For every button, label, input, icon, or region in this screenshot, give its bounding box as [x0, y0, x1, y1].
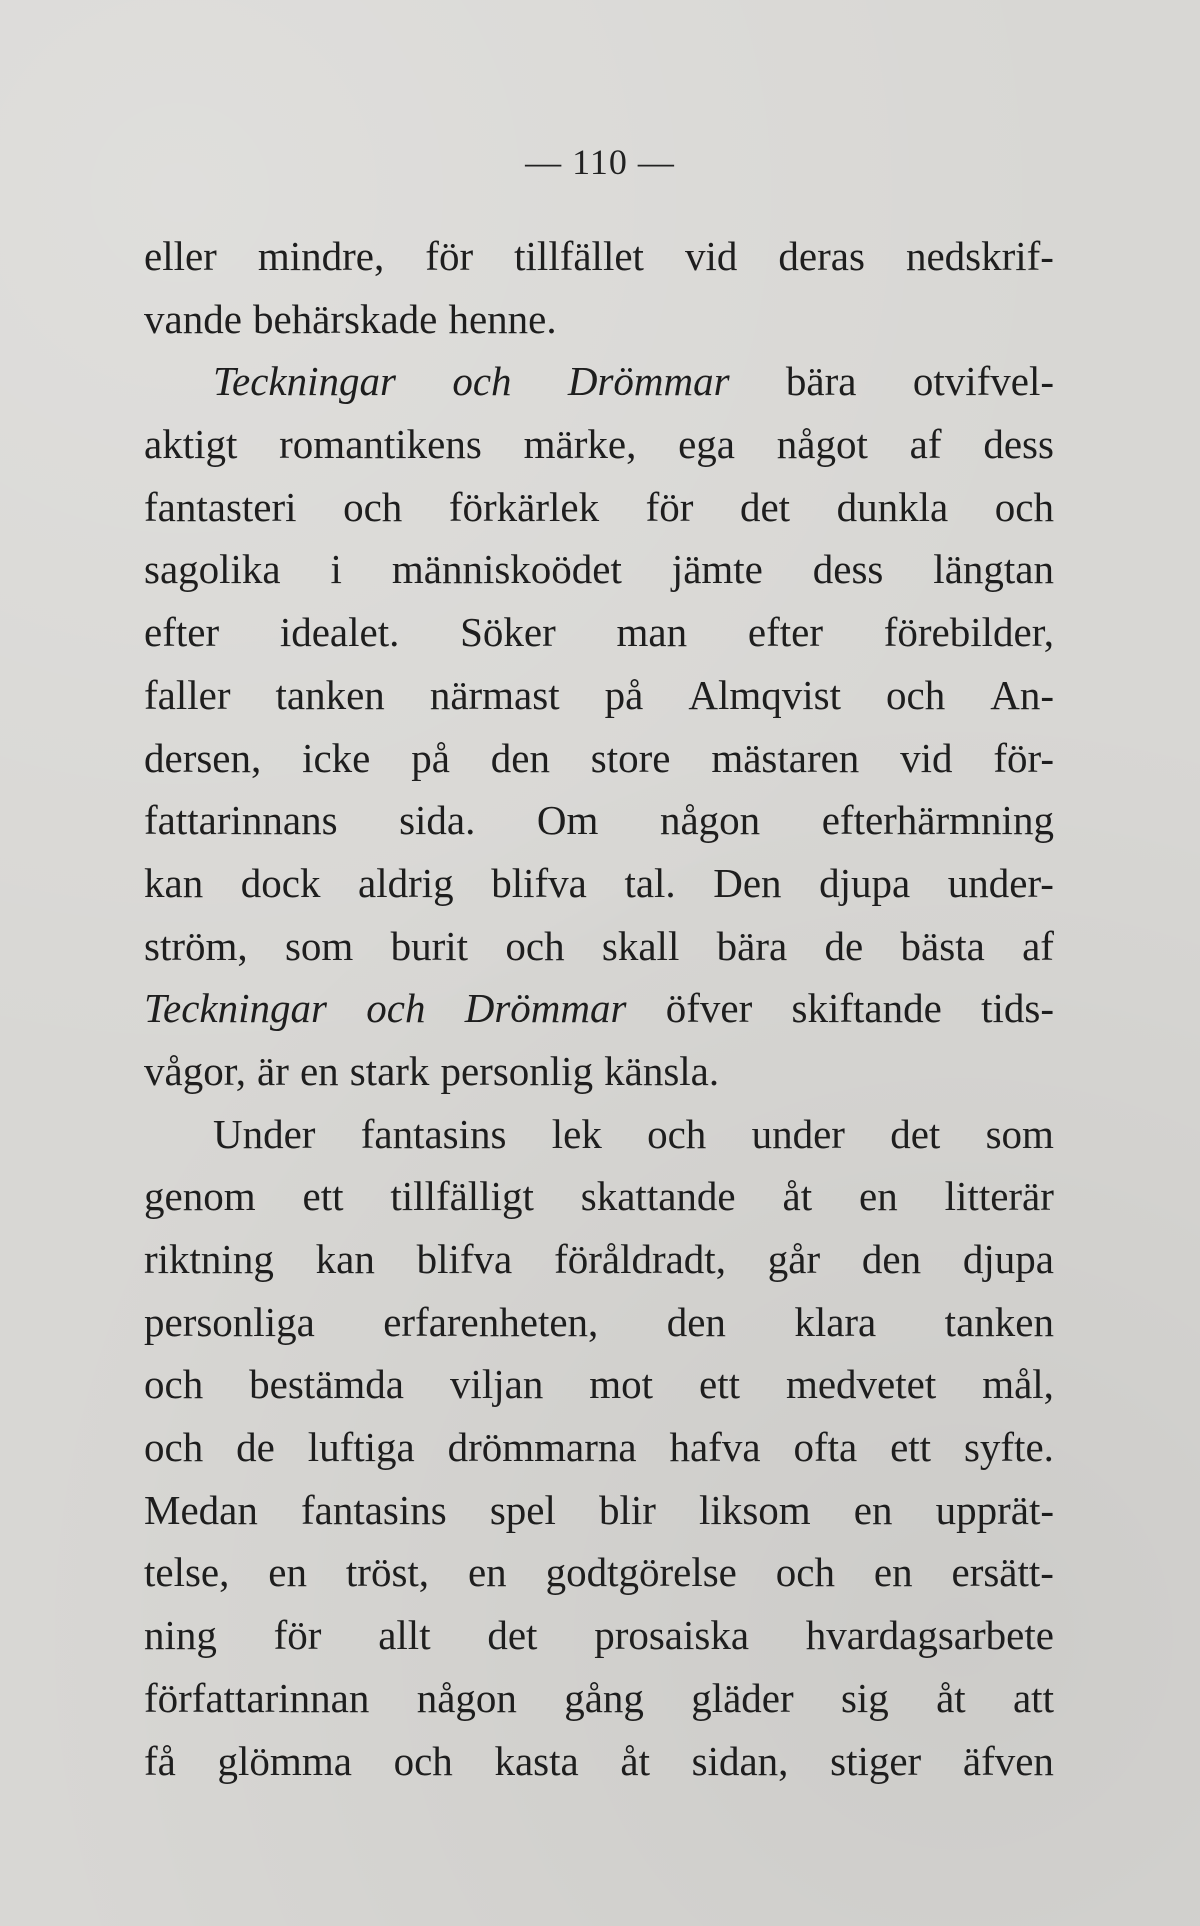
word: sagolika	[144, 546, 281, 593]
word: är	[257, 1047, 289, 1094]
text-line	[144, 852, 1054, 915]
word: tanken	[275, 671, 385, 718]
word: djupa	[819, 859, 911, 906]
word: förkärlek	[448, 483, 600, 530]
text-line	[144, 1228, 1054, 1291]
word: en	[853, 1486, 893, 1533]
word: få	[144, 1737, 176, 1784]
word: och	[775, 1549, 835, 1596]
word: kasta	[494, 1737, 579, 1784]
word: man	[616, 609, 688, 656]
word: allt	[378, 1612, 431, 1659]
word: de	[824, 922, 864, 969]
word: på	[411, 734, 450, 781]
word: hvardagsarbete	[805, 1612, 1054, 1659]
word: af	[909, 421, 942, 468]
text-line	[144, 1541, 1054, 1604]
word: för	[645, 483, 694, 530]
word: hafva	[669, 1424, 761, 1471]
word: henne.	[448, 295, 557, 342]
word: vågor,	[144, 1047, 246, 1094]
word: godtgörelse	[545, 1549, 737, 1596]
word: gång	[564, 1674, 644, 1721]
word: sidan,	[691, 1737, 789, 1784]
word: viljan	[449, 1361, 544, 1408]
word: bästa	[900, 922, 985, 969]
word: kan	[144, 859, 204, 906]
word: personlig	[440, 1047, 594, 1094]
word: och	[366, 985, 426, 1032]
word: som	[985, 1110, 1054, 1157]
word: Drömmar	[464, 985, 627, 1032]
word: Teckningar	[144, 985, 327, 1032]
word: Om	[536, 797, 599, 844]
text-line	[144, 476, 1054, 539]
word: liksom	[699, 1486, 811, 1533]
word: det	[487, 1612, 538, 1659]
word: de	[236, 1424, 275, 1471]
word: Almqvist	[688, 671, 841, 718]
word: genom	[144, 1173, 256, 1220]
word: glömma	[217, 1737, 352, 1784]
word: tal.	[624, 859, 676, 906]
word: någon	[659, 797, 761, 844]
word: ett	[699, 1361, 741, 1408]
word: erfarenheten,	[383, 1298, 599, 1345]
text-line	[144, 664, 1054, 727]
word: gläder	[691, 1674, 794, 1721]
word: Drömmar	[567, 358, 730, 405]
word: tillfälligt	[390, 1173, 534, 1220]
word: lek	[551, 1110, 602, 1157]
text-line	[144, 1353, 1054, 1416]
word: en	[299, 1047, 339, 1094]
word: på	[604, 671, 644, 718]
word: och	[452, 358, 512, 405]
word: riktning	[144, 1236, 274, 1282]
word: djupa	[962, 1236, 1054, 1282]
word: sida.	[399, 797, 476, 844]
word: klara	[794, 1298, 877, 1345]
word: ett	[302, 1173, 344, 1220]
word: otvifvel-	[912, 358, 1054, 405]
word: mästaren	[711, 734, 860, 781]
word: luftiga	[307, 1424, 415, 1471]
word: bestämda	[249, 1361, 404, 1408]
word: medvetet	[785, 1361, 937, 1408]
word: mål,	[982, 1361, 1054, 1408]
word: den	[861, 1236, 922, 1282]
word: för	[425, 233, 474, 279]
word: vid	[900, 734, 953, 781]
word: mot	[589, 1361, 654, 1408]
word: längtan	[933, 546, 1054, 593]
word: stark	[349, 1047, 430, 1094]
word: telse,	[144, 1549, 230, 1596]
word: som	[284, 922, 354, 969]
word: idealet.	[279, 609, 400, 656]
word: efter	[144, 609, 220, 656]
word: spel	[489, 1486, 556, 1533]
word: bära	[785, 358, 857, 405]
word: och	[647, 1110, 707, 1157]
text-line	[144, 1604, 1054, 1667]
word: fattarinnans	[144, 797, 338, 844]
word: något	[776, 421, 868, 468]
word: märke,	[523, 421, 637, 468]
word: ning	[144, 1612, 217, 1659]
word: ofta	[793, 1424, 858, 1471]
word: tröst,	[345, 1549, 430, 1596]
word: en	[467, 1549, 507, 1596]
word: dersen,	[144, 734, 262, 781]
word: och	[393, 1737, 453, 1784]
word: och	[994, 483, 1054, 530]
word: åt	[936, 1674, 966, 1721]
word: jämte	[671, 546, 763, 593]
text-line	[144, 1479, 1054, 1542]
word: en	[873, 1549, 913, 1596]
word: föråldradt,	[554, 1236, 726, 1282]
word: efterhärmning	[821, 797, 1054, 844]
word: vid	[684, 233, 738, 279]
page-number: — 110 —	[525, 142, 675, 182]
word: blir	[598, 1486, 656, 1533]
word: det	[890, 1110, 941, 1157]
text-line	[144, 225, 1054, 288]
text-line	[144, 789, 1054, 852]
text-line	[144, 350, 1054, 413]
word: ström,	[144, 922, 248, 969]
word: författarinnan	[144, 1674, 370, 1721]
word: någon	[416, 1674, 517, 1721]
word: bära	[716, 922, 788, 969]
word: och	[144, 1424, 204, 1471]
word: skall	[601, 922, 680, 969]
text-line	[144, 1730, 1054, 1793]
text-line	[144, 413, 1054, 476]
word: blifva	[491, 859, 587, 906]
text-line	[144, 538, 1054, 601]
word: i	[330, 546, 342, 593]
word: går	[767, 1236, 821, 1282]
word: närmast	[429, 671, 560, 718]
word: det	[739, 483, 791, 530]
word: och	[144, 1361, 204, 1408]
text-line	[144, 288, 1054, 351]
word: den	[490, 734, 550, 781]
body-text	[144, 225, 1054, 1792]
word: under	[751, 1110, 845, 1157]
word: sig	[840, 1674, 889, 1721]
word: kan	[315, 1236, 375, 1282]
word: människoödet	[391, 546, 622, 593]
word: förebilder,	[883, 609, 1054, 656]
word: af	[1022, 922, 1054, 969]
word: dunkla	[836, 483, 949, 530]
word: store	[590, 734, 671, 781]
word: ersätt-	[951, 1549, 1054, 1596]
word: och	[505, 922, 565, 969]
word: icke	[302, 734, 371, 781]
word: upprät-	[935, 1486, 1054, 1533]
word: en	[859, 1173, 898, 1220]
word: Medan	[144, 1486, 258, 1533]
word: den	[666, 1298, 726, 1345]
word: mindre,	[257, 233, 385, 279]
word: An-	[990, 671, 1054, 718]
text-line	[144, 915, 1054, 978]
word: eller	[144, 233, 217, 279]
word: efter	[747, 609, 823, 656]
word: behärskade	[252, 295, 438, 342]
word: faller	[144, 671, 231, 718]
word: under-	[947, 859, 1054, 906]
word: romantikens	[279, 421, 482, 468]
word: skiftande	[791, 985, 942, 1032]
word: personliga	[144, 1298, 315, 1345]
word: för	[273, 1612, 322, 1659]
text-line	[144, 1165, 1054, 1228]
text-line	[144, 1040, 1054, 1103]
word: ett	[890, 1424, 932, 1471]
word: Den	[713, 859, 782, 906]
text-line	[144, 1667, 1054, 1730]
word: blifva	[416, 1236, 513, 1282]
word: Teckningar	[213, 358, 396, 405]
word: fantasins	[360, 1110, 507, 1157]
word: dess	[983, 421, 1054, 468]
word: dock	[240, 859, 321, 906]
word: åt	[620, 1737, 650, 1784]
word: känsla.	[604, 1047, 720, 1094]
text-line	[144, 1103, 1054, 1166]
word: Söker	[460, 609, 556, 656]
text-line	[144, 1416, 1054, 1479]
word: äfven	[962, 1737, 1054, 1784]
word: dess	[812, 546, 884, 593]
word: litterär	[944, 1173, 1054, 1220]
text-line	[144, 727, 1054, 790]
word: tids-	[981, 985, 1054, 1032]
word: åt	[782, 1173, 813, 1220]
word: aldrig	[358, 859, 454, 906]
word: en	[268, 1549, 307, 1596]
text-line	[144, 1291, 1054, 1354]
word: att	[1012, 1674, 1054, 1721]
word: och	[343, 483, 403, 530]
word: prosaiska	[594, 1612, 750, 1659]
word: öfver	[665, 985, 753, 1032]
word: ega	[678, 421, 736, 468]
word: tillfället	[514, 233, 644, 279]
word: syfte.	[963, 1424, 1054, 1471]
word: deras	[778, 233, 865, 279]
word: tanken	[944, 1298, 1054, 1345]
word: skattande	[580, 1173, 736, 1220]
word: fantasins	[300, 1486, 447, 1533]
word: aktigt	[144, 421, 238, 468]
word: nedskrif-	[905, 233, 1054, 279]
word: och	[886, 671, 946, 718]
word: stiger	[830, 1737, 922, 1784]
text-line	[144, 601, 1054, 664]
word: drömmarna	[447, 1424, 637, 1471]
text-line	[144, 977, 1054, 1040]
word: burit	[390, 922, 469, 969]
word: vande	[144, 295, 242, 342]
word: fantasteri	[144, 483, 297, 530]
word: Under	[213, 1110, 316, 1157]
word: för-	[993, 734, 1054, 781]
